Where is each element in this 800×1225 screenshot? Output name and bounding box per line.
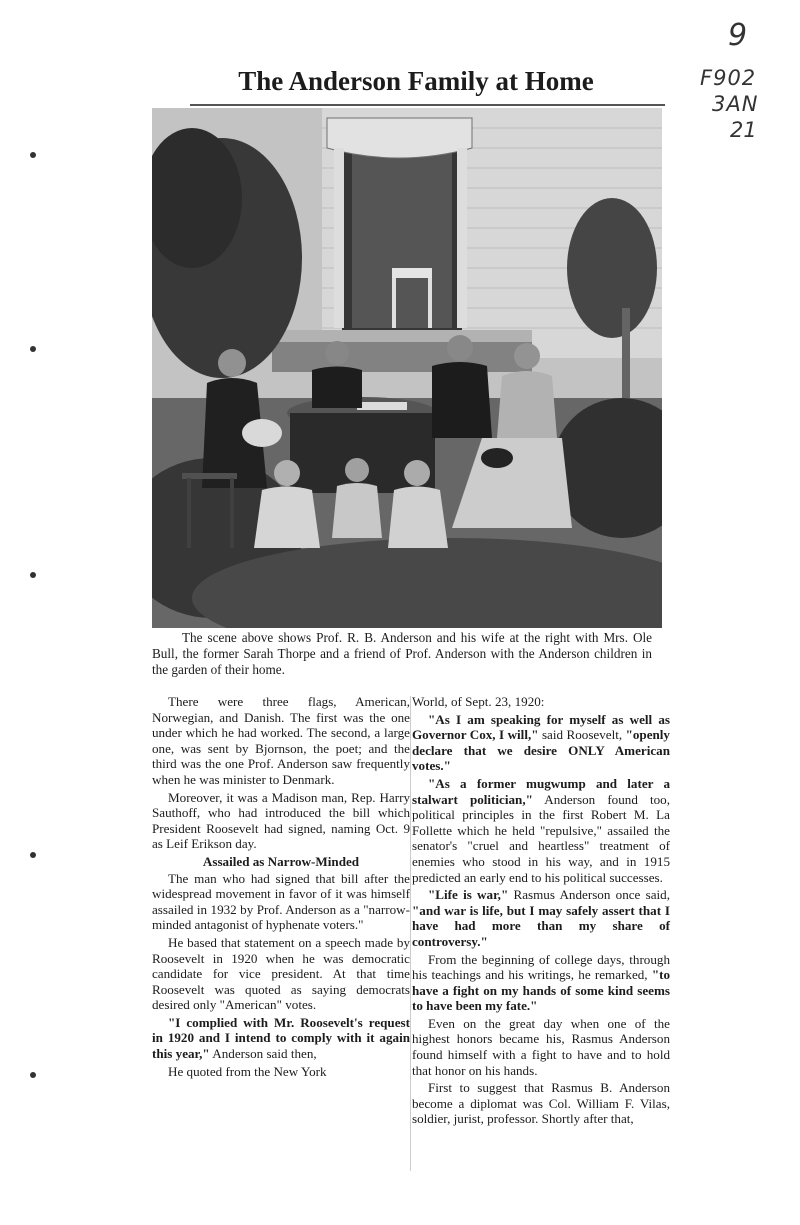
section-subhead: Assailed as Narrow-Minded xyxy=(202,853,360,869)
margin-dot xyxy=(30,152,36,158)
page-number-annotation: 9 xyxy=(728,18,748,53)
paragraph xyxy=(152,1015,410,1062)
photo-caption xyxy=(152,630,652,679)
margin-dot xyxy=(30,346,36,352)
handwritten-note-line-2: 3AN xyxy=(712,92,759,116)
quote-bold: "As I am speaking for myself as well as Governor Cox, I will," xyxy=(412,711,670,743)
paragraph xyxy=(412,887,670,949)
quote-bold: "Life is war," xyxy=(428,887,509,903)
quote-bold: "I complied with Mr. Roosevelt's request in 1920 and I intend to comply with it again this year," xyxy=(152,1014,410,1062)
handwritten-note-line-1: F902 xyxy=(700,66,757,90)
paragraph: He based that statement on a speech made by Roosevelt in 1920 when he was democratic candidate for vice president. At that time Roosevelt was quoted as saying democrats desired only "American" votes. xyxy=(152,934,410,1013)
paragraph: He quoted from the New York xyxy=(168,1063,327,1079)
quote-bold: "As a former mugwump and later a stalwart politician," xyxy=(412,775,670,807)
margin-dot xyxy=(30,1072,36,1078)
caption-text: The scene above shows Prof. R. B. Anderson and his wife at the right with Mrs. Ole Bull, the former Sarah Thorpe and a friend of Prof. Anderson with the Anderson children in the garden of their home. xyxy=(152,630,652,678)
paragraph: First to suggest that Rasmus B. Anderson become a diplomat was Col. William F. Vilas, soldier, jurist, professor. Shortly after that, xyxy=(412,1080,670,1127)
quote-mid: said Roosevelt, xyxy=(538,727,626,743)
article-column-left xyxy=(152,694,410,1081)
margin-dot xyxy=(30,852,36,858)
column-divider xyxy=(410,696,411,1171)
paragraph xyxy=(412,952,670,1014)
quote-bold: "to have a fight on my hands of some kind seems to have been my fate." xyxy=(412,967,670,1014)
paragraph xyxy=(412,712,670,774)
quote-tail: Anderson said then, xyxy=(209,1046,317,1062)
article-headline: The Anderson Family at Home xyxy=(238,66,594,96)
paragraph: World, of Sept. 23, 1920: xyxy=(412,694,545,709)
paragraph: Even on the great day when one of the highest honors became his, Rasmus Anderson found himself with a fight to have and to hold that honor on his hands. xyxy=(412,1015,670,1078)
margin-dot xyxy=(30,572,36,578)
headline-rule xyxy=(190,104,665,106)
quote-bold: "and war is life, but I may safely assert that I have had more than my share of controversy." xyxy=(412,902,670,949)
paragraph xyxy=(412,776,670,885)
quote-tail: Anderson found too, political principles in the first Robert M. La Follette which he held "repulsive," assailed the senator's "cruel and heartless" treatment of enemies who stood in his way, and in 1915 predicted an early end to his political successes. xyxy=(412,791,671,885)
handwritten-note-line-3: 21 xyxy=(730,118,757,142)
paragraph: Moreover, it was a Madison man, Rep. Harry Sauthoff, who had introduced the bill which President Roosevelt had signed, naming Oct. 9 as Leif Erikson day. xyxy=(152,789,410,852)
quote-bold: "openly declare that we desire ONLY American votes." xyxy=(412,727,670,774)
paragraph: The man who had signed that bill after the widespread movement in favor of it was himself assailed in 1932 by Prof. Anderson as a "narrow-minded antagonist of hyphenate voters." xyxy=(152,870,410,933)
paragraph: There were three flags, American, Norwegian, and Danish. The first was the one under which he had worked. The second, a large one, was sent by Bjornson, the poet; and the third was the one Prof. Anderson saw frequently when he was minister to Denmark. xyxy=(152,694,410,787)
paragraph-text: From the beginning of college days, through his teachings and his writings, he remarked, xyxy=(412,951,670,983)
quote-mid: Rasmus Anderson once said, xyxy=(508,887,670,903)
article-column-right xyxy=(412,694,670,1129)
family-garden-photograph xyxy=(152,108,662,628)
